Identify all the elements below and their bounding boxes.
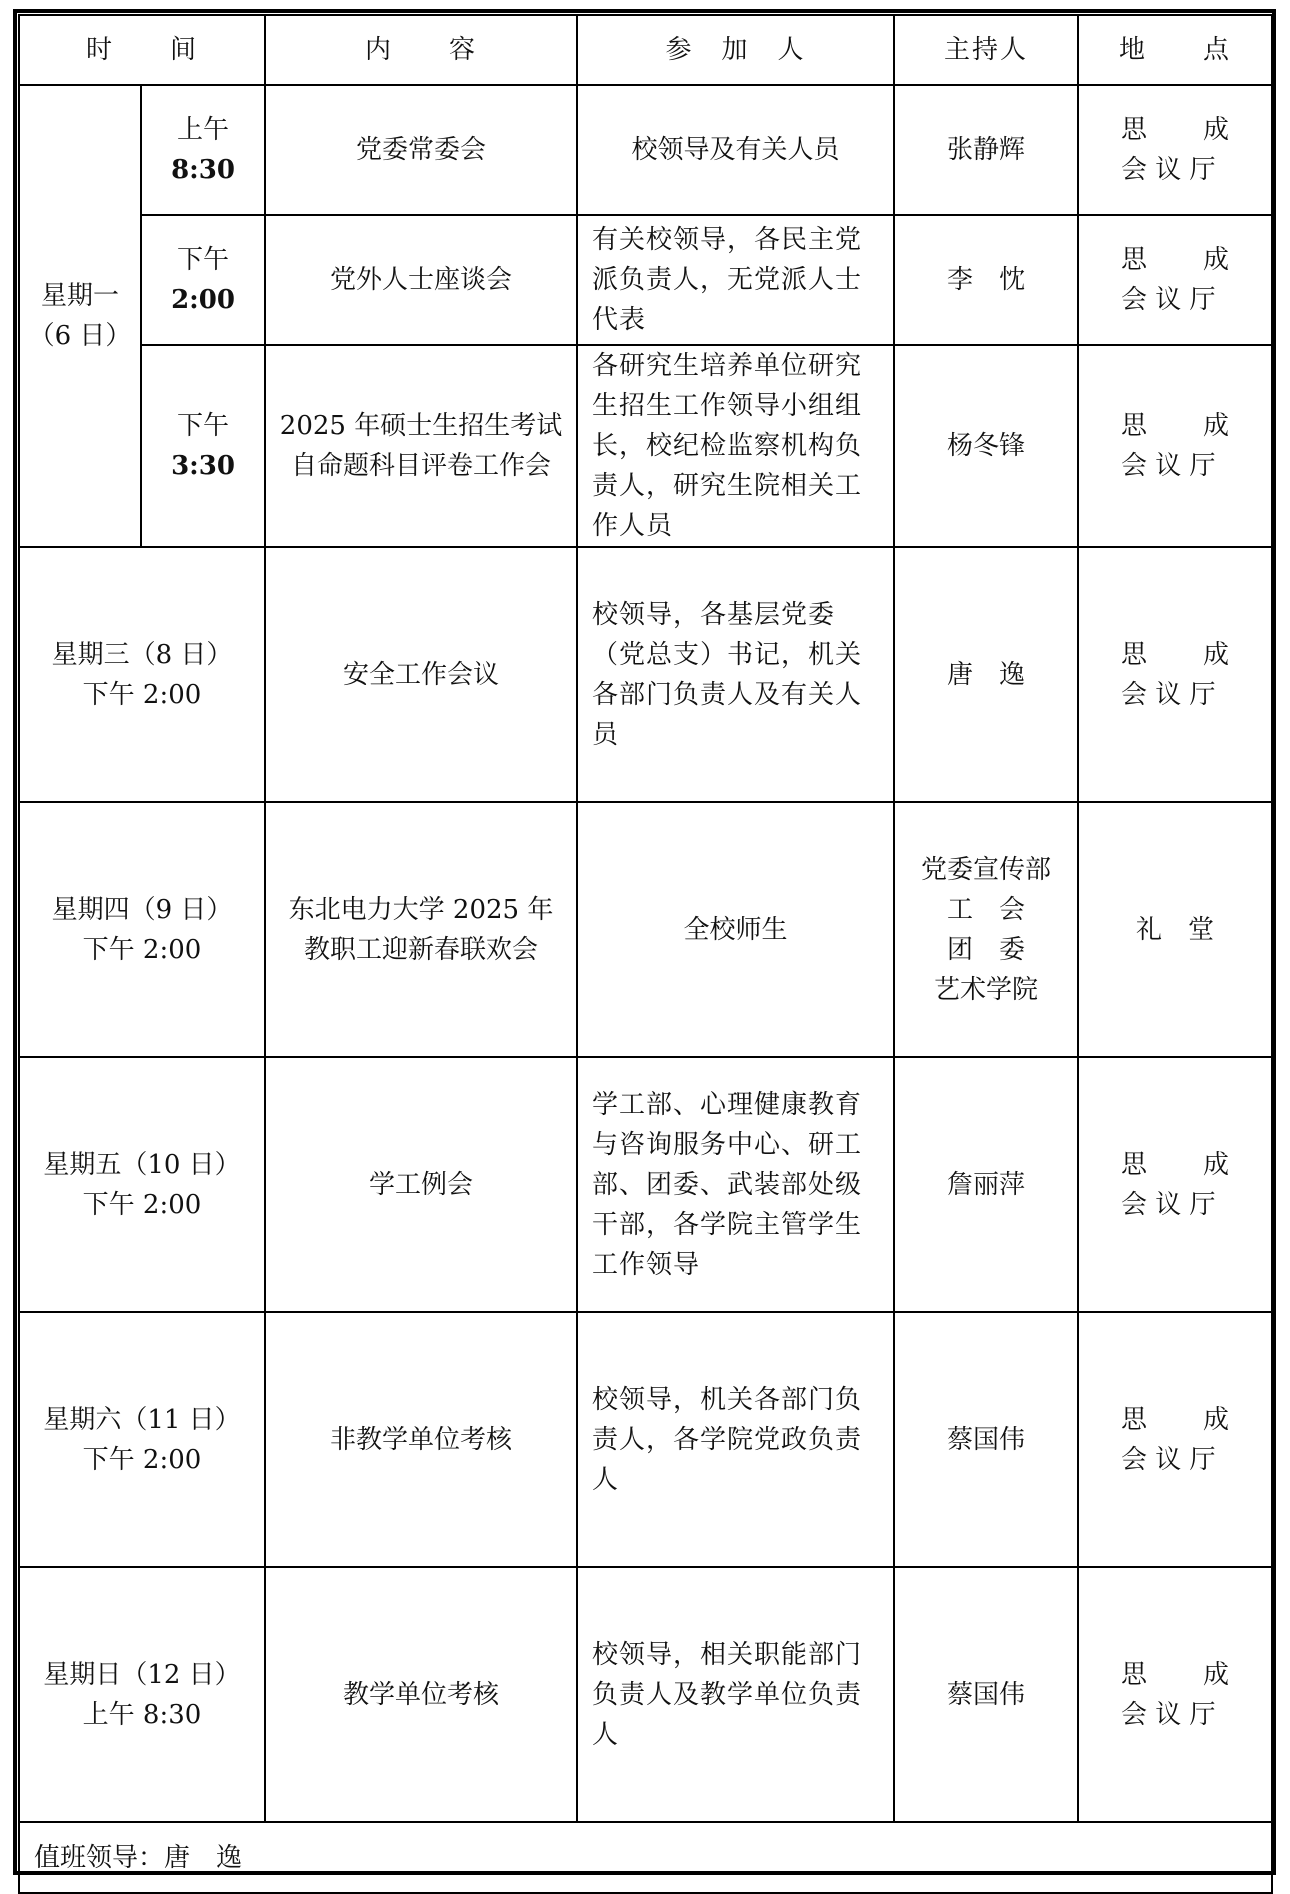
location-a: 思 xyxy=(1121,1659,1148,1690)
time-value: 下午 2:00 xyxy=(82,934,202,965)
participants-cell: 全校师生 xyxy=(577,802,894,1057)
location-b: 成 xyxy=(1202,115,1229,145)
host-cell: 蔡国伟 xyxy=(894,1312,1078,1567)
content-line-2: 自命题科目评卷工作会 xyxy=(290,451,551,481)
location-b: 成 xyxy=(1202,1659,1229,1690)
table-row xyxy=(19,1057,1272,1312)
content-line-1: 东北电力大学 2025 年 xyxy=(288,894,554,925)
location-c: 会 议 厅 xyxy=(1121,155,1216,185)
day-date: 星期五（10 日） xyxy=(43,1149,241,1180)
header-location: 地 点 xyxy=(1078,15,1272,85)
location-a: 思 xyxy=(1121,245,1148,275)
host-cell: 唐 逸 xyxy=(894,547,1078,802)
time-cell xyxy=(141,345,265,547)
footer-row xyxy=(19,1822,1272,1893)
location-a: 思 xyxy=(1121,411,1148,441)
time-value: 3:30 xyxy=(171,451,235,481)
time-cell xyxy=(141,215,265,345)
table-row xyxy=(19,1567,1272,1822)
host-line: 工 会 xyxy=(946,894,1025,925)
day-time-cell xyxy=(19,802,265,1057)
table-row xyxy=(19,1312,1272,1567)
monday-day: 星期一 xyxy=(40,281,119,311)
day-time-cell xyxy=(19,1567,265,1822)
time-value: 下午 2:00 xyxy=(82,679,202,710)
location-cell xyxy=(1078,345,1272,547)
content-cell: 非教学单位考核 xyxy=(265,1312,577,1567)
location-cell xyxy=(1078,215,1272,345)
host-cell: 李 忱 xyxy=(894,215,1078,345)
monday-date: （6 日） xyxy=(28,321,132,351)
day-date: 星期三（8 日） xyxy=(51,639,233,670)
host-line: 艺术学院 xyxy=(933,974,1038,1005)
location-b: 成 xyxy=(1202,411,1229,441)
table-row xyxy=(19,215,1272,345)
time-value: 2:00 xyxy=(171,285,235,315)
participants-cell: 学工部、心理健康教育与咨询服务中心、研工部、团委、武装部处级干部，各学院主管学生工作领导 xyxy=(577,1057,894,1312)
day-time-cell xyxy=(19,1312,265,1567)
schedule-table xyxy=(18,14,1273,1894)
time-period: 下午 xyxy=(176,245,229,275)
time-value: 下午 2:00 xyxy=(82,1444,202,1475)
host-cell: 蔡国伟 xyxy=(894,1567,1078,1822)
location-c: 会 议 厅 xyxy=(1121,285,1216,315)
time-value: 下午 2:00 xyxy=(82,1189,202,1220)
location-a: 思 xyxy=(1121,639,1148,670)
participants-cell: 校领导，机关各部门负责人，各学院党政负责人 xyxy=(577,1312,894,1567)
location-b: 成 xyxy=(1202,245,1229,275)
day-date: 星期日（12 日） xyxy=(43,1659,241,1690)
participants-cell: 校领导及有关人员 xyxy=(577,85,894,215)
time-value: 8:30 xyxy=(171,155,235,185)
content-cell: 党外人士座谈会 xyxy=(265,215,577,345)
location-c: 会 议 厅 xyxy=(1121,1699,1216,1730)
day-date: 星期六（11 日） xyxy=(43,1404,241,1435)
location-b: 成 xyxy=(1202,639,1229,670)
day-time-cell xyxy=(19,547,265,802)
table-row xyxy=(19,85,1272,215)
time-period: 下午 xyxy=(176,411,229,441)
host-line: 党委宣传部 xyxy=(920,854,1051,885)
host-cell xyxy=(894,802,1078,1057)
host-line: 团 委 xyxy=(946,934,1025,965)
content-line-2: 教职工迎新春联欢会 xyxy=(303,934,538,965)
location-cell xyxy=(1078,1312,1272,1567)
location-a: 思 xyxy=(1121,1149,1148,1180)
header-time: 时 间 xyxy=(19,15,265,85)
table-row xyxy=(19,802,1272,1057)
time-value: 上午 8:30 xyxy=(82,1699,202,1730)
content-cell: 教学单位考核 xyxy=(265,1567,577,1822)
content-cell: 学工例会 xyxy=(265,1057,577,1312)
time-cell xyxy=(141,85,265,215)
day-time-cell xyxy=(19,1057,265,1312)
location-c: 会 议 厅 xyxy=(1121,1189,1216,1220)
table-row xyxy=(19,345,1272,547)
location-a: 思 xyxy=(1121,115,1148,145)
location-cell: 礼 堂 xyxy=(1078,802,1272,1057)
host-cell: 张静辉 xyxy=(894,85,1078,215)
header-content: 内 容 xyxy=(265,15,577,85)
location-cell xyxy=(1078,85,1272,215)
host-cell: 詹丽萍 xyxy=(894,1057,1078,1312)
content-line-1: 2025 年硕士生招生考试 xyxy=(279,411,563,441)
location-cell xyxy=(1078,547,1272,802)
content-cell xyxy=(265,345,577,547)
day-date: 星期四（9 日） xyxy=(51,894,233,925)
location-cell xyxy=(1078,1057,1272,1312)
location-c: 会 议 厅 xyxy=(1121,679,1216,710)
monday-cell xyxy=(19,85,141,547)
location-b: 成 xyxy=(1202,1404,1229,1435)
time-period: 上午 xyxy=(176,115,229,145)
location-c: 会 议 厅 xyxy=(1121,451,1216,481)
host-cell: 杨冬锋 xyxy=(894,345,1078,547)
location-b: 成 xyxy=(1202,1149,1229,1180)
participants-cell: 校领导，各基层党委（党总支）书记，机关各部门负责人及有关人员 xyxy=(577,547,894,802)
content-cell: 党委常委会 xyxy=(265,85,577,215)
table-row xyxy=(19,547,1272,802)
participants-cell: 各研究生培养单位研究生招生工作领导小组组长，校纪检监察机构负责人，研究生院相关工作人员 xyxy=(577,345,894,547)
header-participants: 参 加 人 xyxy=(577,15,894,85)
location-a: 思 xyxy=(1121,1404,1148,1435)
header-host: 主持人 xyxy=(894,15,1078,85)
content-cell xyxy=(265,802,577,1057)
participants-cell: 有关校领导，各民主党派负责人，无党派人士代表 xyxy=(577,215,894,345)
location-cell xyxy=(1078,1567,1272,1822)
participants-cell: 校领导，相关职能部门负责人及教学单位负责人 xyxy=(577,1567,894,1822)
content-cell: 安全工作会议 xyxy=(265,547,577,802)
duty-leader: 值班领导：唐 逸 xyxy=(19,1822,1272,1893)
header-row xyxy=(19,15,1272,85)
location-c: 会 议 厅 xyxy=(1121,1444,1216,1475)
